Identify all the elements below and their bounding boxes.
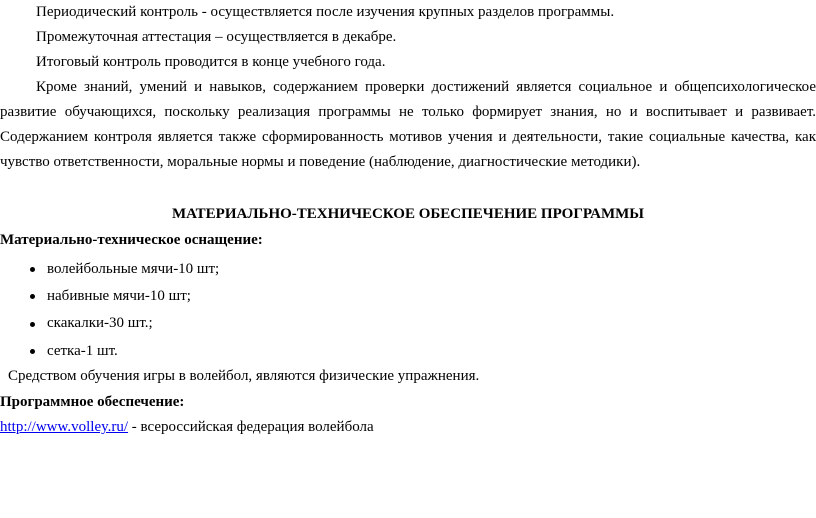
volley-federation-link[interactable]: http://www.volley.ru/ — [0, 419, 129, 435]
software-label: Программное обеспечение: — [0, 394, 185, 410]
paragraph-content-line-3: Содержанием контроля является также сформированность мотивов учения и деятельности, такие социальные качества, как — [0, 129, 816, 145]
training-means-text: Средством обучения игры в волейбол, являются физические упражнения. — [8, 368, 480, 384]
equipment-label: Материально-техническое оснащение: — [0, 232, 263, 248]
equipment-item-medicine-balls: набивные мячи-10 шт; — [47, 288, 191, 304]
paragraph-intermediate-attestation: Промежуточная аттестация – осуществляется в декабре. — [36, 29, 397, 45]
paragraph-final-control: Итоговый контроль проводится в конце учебного года. — [36, 54, 386, 70]
bullet-icon — [30, 267, 35, 272]
paragraph-content-line-4: чувство ответственности, моральные нормы и поведение (наблюдение, диагностические методики). — [0, 154, 641, 170]
paragraph-content-line-2: развитие обучающихся, поскольку реализация программы не только формирует знания, но и воспитывает и развивает. — [0, 104, 816, 120]
equipment-item-net: сетка-1 шт. — [47, 343, 118, 359]
bullet-icon — [30, 294, 35, 299]
paragraph-content-line-1: Кроме знаний, умений и навыков, содержанием проверки достижений является социальное и общепсихологическое — [36, 79, 816, 95]
bullet-icon — [30, 322, 35, 327]
bullet-icon — [30, 349, 35, 354]
equipment-item-volleyballs: волейбольные мячи-10 шт; — [47, 261, 220, 277]
section-heading: МАТЕРИАЛЬНО-ТЕХНИЧЕСКОЕ ОБЕСПЕЧЕНИЕ ПРОГРАММЫ — [172, 206, 644, 222]
equipment-item-jump-ropes: скакалки-30 шт.; — [47, 315, 153, 331]
link-description: - всероссийская федерация волейбола — [128, 419, 374, 435]
paragraph-periodic-control: Периодический контроль - осуществляется после изучения крупных разделов программы. — [36, 4, 615, 20]
software-line — [0, 418, 374, 436]
